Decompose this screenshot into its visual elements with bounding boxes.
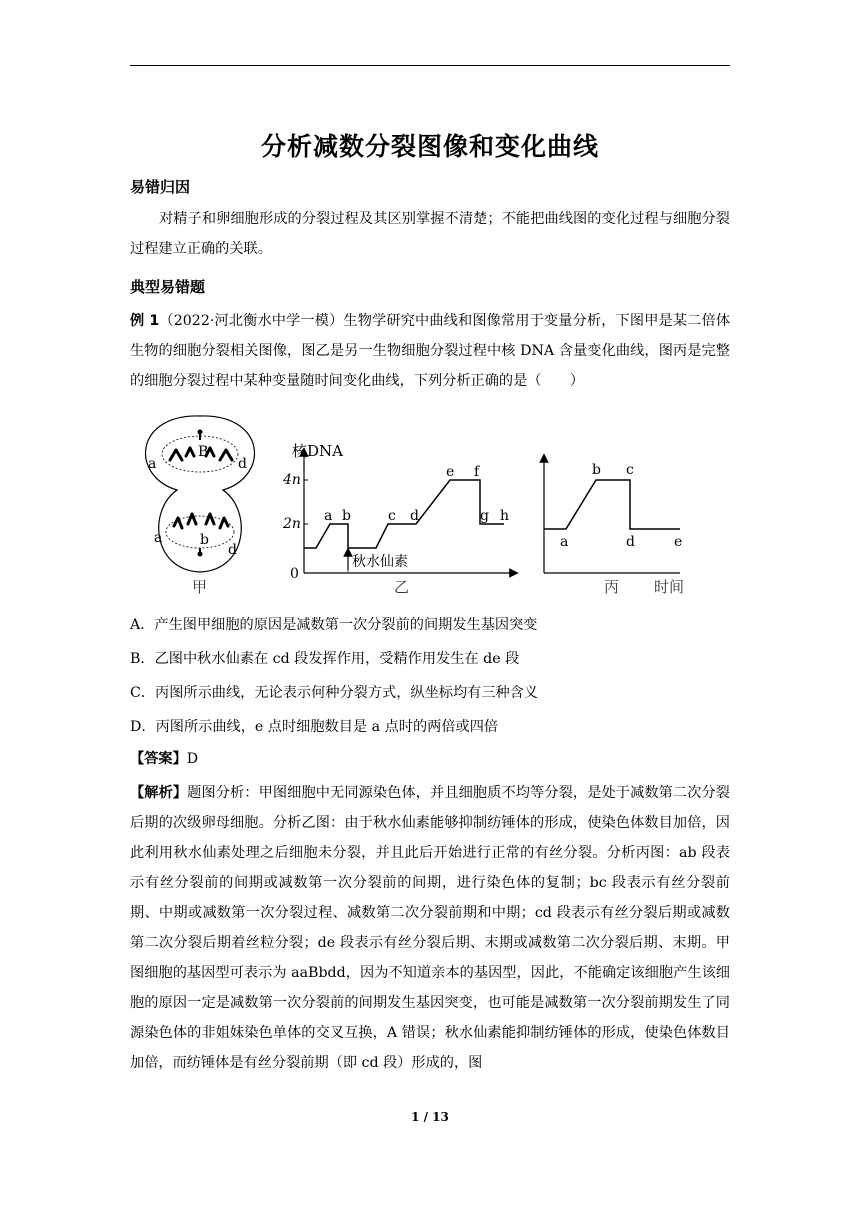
cell-diagram-jia — [146, 416, 255, 596]
bing-xlabel: 时间 — [654, 578, 685, 596]
yi-ytick-4n: 4n — [283, 472, 301, 488]
lower-chromosomes — [174, 514, 228, 528]
bing-point-e: e — [674, 534, 683, 550]
yi-caption: 乙 — [394, 578, 410, 596]
bing-caption: 丙 — [604, 578, 620, 596]
page-number: 1 / 13 — [411, 1110, 449, 1124]
yi-annotation: 秋水仙素 — [352, 554, 408, 570]
jia-upper-label-B: B — [198, 444, 209, 460]
jia-lower-label-d: d — [228, 542, 237, 558]
jia-caption: 甲 — [192, 578, 208, 596]
header-rule — [130, 65, 730, 66]
jia-upper-label-d: d — [238, 456, 247, 472]
chart-bing — [544, 458, 684, 596]
cause-paragraph: 对精子和卵细胞形成的分裂过程及其区别掌握不清楚；不能把曲线图的变化过程与细胞分裂过程建立正确的关联。 — [130, 211, 730, 257]
analysis-paragraph — [130, 778, 730, 1078]
option-d: D．丙图所示曲线，e 点时细胞数目是 a 点时的两倍或四倍 — [130, 719, 499, 735]
yi-point-a: a — [324, 508, 333, 524]
yi-point-b: b — [342, 508, 351, 524]
section-heading-typical: 典型易错题 — [130, 278, 206, 296]
jia-lower-label-a: a — [154, 530, 163, 546]
figure-panel — [130, 410, 730, 600]
yi-point-g: g — [480, 508, 489, 524]
answer-label: 【答案】 — [130, 751, 187, 767]
example-paragraph — [130, 306, 730, 396]
yi-point-f: f — [474, 464, 480, 480]
figure-svg — [130, 410, 730, 600]
answer-line — [130, 748, 198, 768]
yi-point-d: d — [410, 508, 419, 524]
jia-upper-label-a: a — [148, 456, 157, 472]
example-body: （2022·河北衡水中学一模）生物学研究中曲线和图像常用于变量分析，下图甲是某二倍体生物的细胞分裂相关图像，图乙是另一生物细胞分裂过程中核 DNA 含量变化曲线，图丙是完整的细胞分裂过程中某种变量随时间变化曲线，下列分析正确的是（ ） — [130, 313, 731, 389]
yi-point-h: h — [500, 508, 510, 524]
bing-point-b: b — [592, 462, 601, 478]
jia-lower-label-b: b — [200, 532, 209, 548]
yi-ytick-0: 0 — [290, 566, 299, 582]
analysis-text: 题图分析：甲图细胞中无同源染色体，并且细胞质不均等分裂，是处于减数第二次分裂后期的次级卵母细胞。分析乙图：由于秋水仙素能够抑制纺锤体的形成，使染色体数目加倍，因此利用秋水仙素处理之后细胞未分裂，并且此后开始进行正常的有丝分裂。分析丙图：ab 段表示有丝分裂前的间期或减数第一次分裂前的间期，进行染色体的复制；bc 段表示有丝分裂前期、中期或减数第一次分裂过程、减数第二次分裂前期和中期；cd 段表示有丝分裂后期或减数第二次分裂后期着丝粒分裂；de 段表示有丝分裂后期、末期或减数第二次分裂后期、末期。甲图细胞的基因型可表示为 aaBbdd，因为不知道亲本的基因型，因此，不能确定该细胞产生该细胞的原因一定是减数第一次分裂前的间期发生基因突变，也可能是减数第一次分裂前期发生了同源染色体的非姐妹染色单体的交叉互换，A 错误；秋水仙素能抑制纺锤体的形成，使染色体数目加倍，而纺锤体是有丝分裂前期（即 cd 段）形成的，图 — [130, 785, 730, 1071]
yi-ylabel: 核DNA — [292, 442, 343, 460]
example-label: 例 1 — [130, 313, 160, 329]
bing-point-d: d — [626, 534, 635, 550]
section-heading-cause: 易错归因 — [130, 178, 191, 196]
bing-point-c: c — [626, 462, 634, 478]
bing-point-a: a — [560, 534, 569, 550]
answer-value: D — [186, 751, 199, 767]
option-c: C．丙图所示曲线，无论表示何种分裂方式，纵坐标均有三种含义 — [130, 685, 539, 701]
yi-ytick-2n: 2n — [283, 516, 301, 532]
chart-yi — [282, 442, 514, 596]
option-a: A．产生图甲细胞的原因是减数第一次分裂前的间期发生基因突变 — [130, 617, 538, 633]
analysis-label: 【解析】 — [130, 785, 188, 801]
yi-dna-curve — [304, 480, 504, 548]
option-b: B．乙图中秋水仙素在 cd 段发挥作用，受精作用发生在 de 段 — [130, 651, 520, 667]
yi-point-c: c — [388, 508, 396, 524]
bing-curve — [544, 480, 680, 529]
page-title: 分析减数分裂图像和变化曲线 — [260, 132, 599, 161]
yi-point-e: e — [446, 464, 455, 480]
